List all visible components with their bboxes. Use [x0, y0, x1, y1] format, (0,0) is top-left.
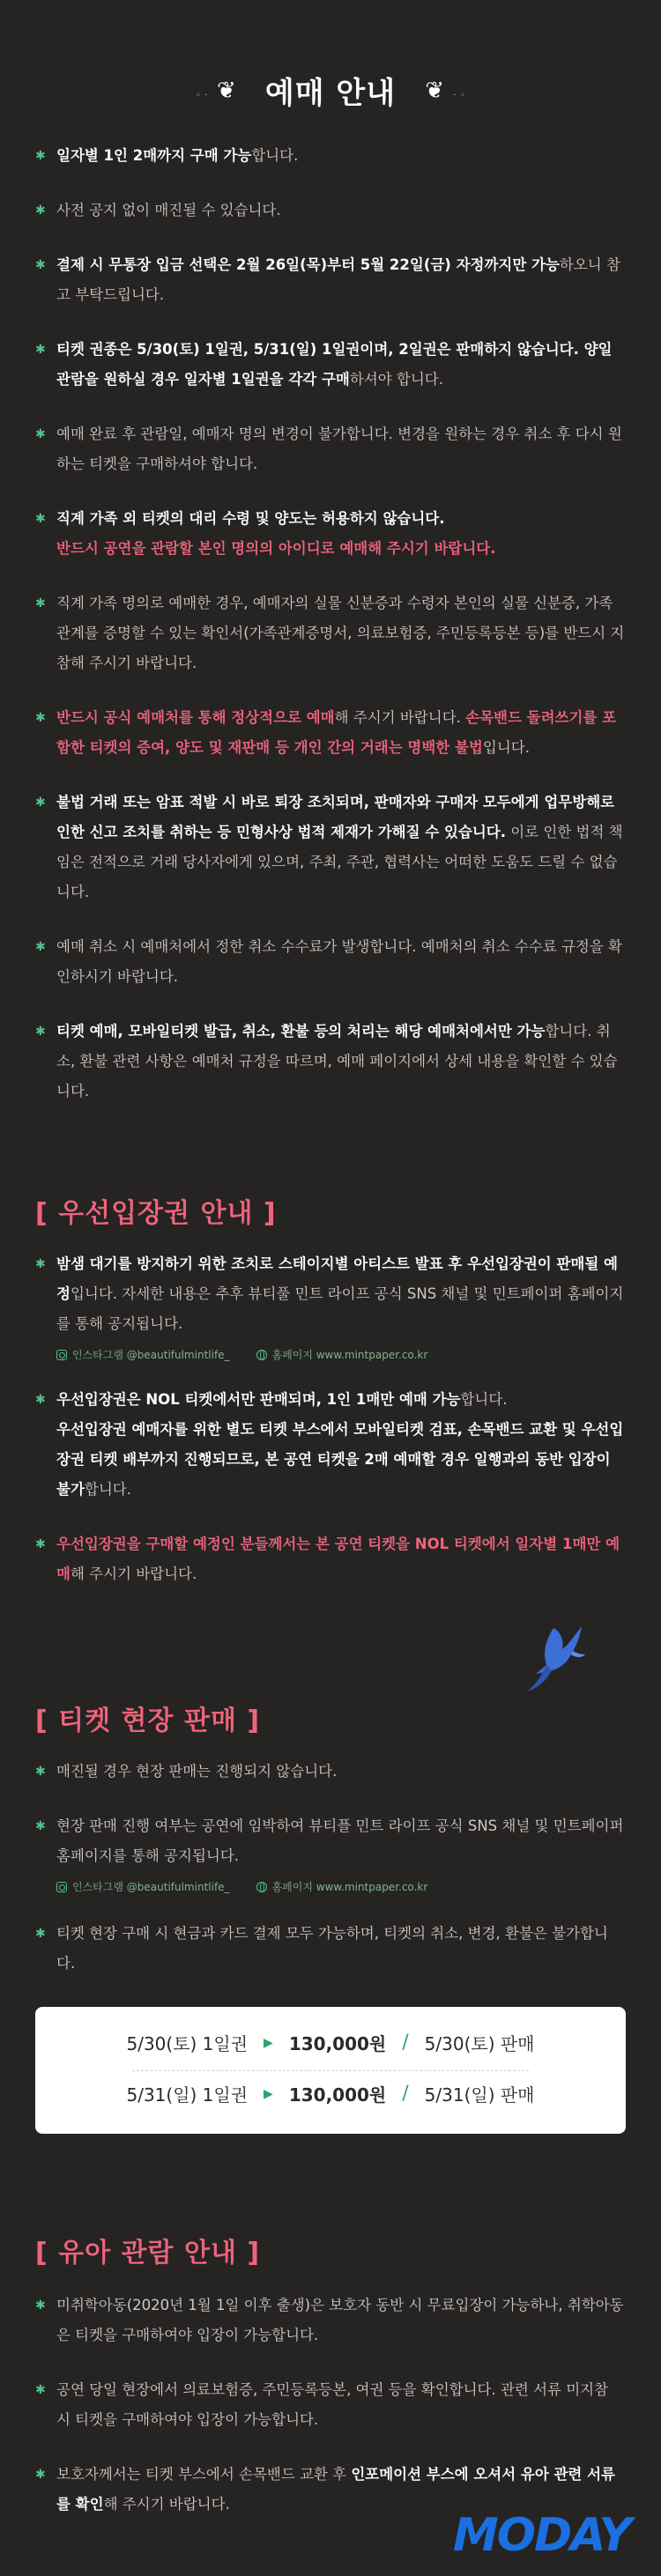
item-text: 보호자께서는 티켓 부스에서 손목밴드 교환 후 — [56, 2466, 352, 2483]
bullet-star-icon: ✱ — [35, 2468, 46, 2482]
globe-icon — [256, 1350, 267, 1360]
list-item — [35, 1757, 626, 1787]
onsite-list — [35, 1757, 626, 1979]
item-text: 직계 가족 외 티켓의 대리 수령 및 양도는 허용하지 않습니다. — [56, 510, 445, 527]
item-text: 밤샘 대기를 방지하기 위한 조치로 스테이지별 아티스트 발표 후 우선입장권이 판매될 예정 — [56, 1255, 618, 1302]
item-text: 직계 가족 명의로 예매한 경우, 예매자의 실물 신분증과 수령자 본인의 실물 신분증, 가족관계를 증명할 수 있는 확인서(가족관계증명서, 의료보험증, 주민등록등본 등)를 반드시 지참해 주시기 바랍니다. — [56, 595, 625, 671]
item-text: 예매 취소 시 예매처에서 정한 취소 수수료가 발생합니다. 예매처의 취소 수수료 규정을 확인하시기 바랍니다. — [56, 938, 622, 985]
homepage-link[interactable] — [256, 1346, 428, 1364]
homepage-link-text: 홈페이지 www.mintpaper.co.kr — [271, 1881, 428, 1893]
bullet-star-icon: ✱ — [35, 940, 46, 954]
moday-logo — [453, 2509, 647, 2562]
list-item — [35, 588, 626, 678]
link-row — [56, 1878, 626, 1896]
item-text: 우선입장권을 구매할 예정인 분들께서는 본 공연 티켓을 NOL 티켓에서 일자별 1매만 예매 — [56, 1536, 620, 1582]
priority-section-title: [ 우선입장권 안내 ] — [35, 1198, 277, 1229]
kids-list — [35, 2291, 626, 2520]
price-divider — [132, 2070, 529, 2071]
item-text: 해 주시기 바랍니다. — [103, 2496, 230, 2513]
sale-date: 5/30(토) 판매 — [424, 2033, 535, 2054]
title-decoration-left: ◦ · ❦ — [196, 77, 236, 104]
item-text: 합니다. — [251, 147, 299, 164]
item-text: 합니다. — [84, 1481, 131, 1498]
ticket-type: 5/31(일) 1일권 — [126, 2084, 249, 2106]
bullet-star-icon: ✱ — [35, 1025, 46, 1039]
item-text: 결제 시 무통장 입금 선택은 2월 26일(목)부터 5월 22일(금) 자정까지만 가능 — [56, 256, 560, 273]
title-decoration-right: ❦ · ◦ — [425, 77, 465, 104]
bullet-star-icon: ✱ — [35, 149, 46, 163]
bullet-star-icon: ✱ — [35, 1393, 46, 1407]
item-text: 예매 완료 후 관람일, 예매자 명의 변경이 불가합니다. 변경을 원하는 경우 취소 후 다시 원하는 티켓을 구매하셔야 합니다. — [56, 426, 622, 472]
item-text: 티켓 현장 구매 시 현금과 카드 결제 모두 가능하며, 티켓의 취소, 변경, 환불은 불가합니다. — [56, 1925, 608, 1972]
item-text: 합니다. 취소, 환불 관련 사항은 예매처 규정을 따르며, 예매 페이지에서 상세 내용을 확인할 수 있습니다. — [56, 1023, 618, 1099]
list-item — [35, 1529, 626, 1589]
bird-illustration — [518, 1619, 589, 1699]
list-item — [35, 932, 626, 992]
list-item — [35, 2375, 626, 2435]
priority-list — [35, 1249, 626, 1589]
item-text: 공연 당일 현장에서 의료보험증, 주민등록등본, 여권 등을 확인합니다. 관련 서류 미지참 시 티켓을 구매하여야 입장이 가능합니다. — [56, 2381, 609, 2428]
ticket-type: 5/30(토) 1일권 — [126, 2033, 249, 2054]
list-item — [35, 196, 626, 226]
list-item — [35, 1249, 626, 1364]
kids-section-title: [ 유아 관람 안내 ] — [35, 2238, 261, 2269]
instagram-icon — [56, 1350, 67, 1360]
main-title — [0, 69, 661, 118]
homepage-link[interactable] — [256, 1878, 428, 1896]
item-text: 매진될 경우 현장 판매는 진행되지 않습니다. — [56, 1763, 338, 1780]
bullet-star-icon: ✱ — [35, 711, 46, 725]
item-text: 티켓 예매, 모바일티켓 발급, 취소, 환불 등의 처리는 해당 예매처에서만 가능 — [56, 1023, 546, 1040]
logo-text: MODAY — [453, 2509, 631, 2562]
list-item — [35, 1919, 626, 1979]
ticket-price: 130,000원 — [288, 2084, 387, 2106]
item-text: 일자별 1인 2매까지 구매 가능 — [56, 147, 252, 164]
price-table — [35, 2007, 626, 2134]
item-text: 입니다. — [482, 739, 530, 756]
item-text: 하오니 참고 부탁드립니다. — [56, 256, 620, 303]
instagram-link-text: 인스타그램 @beautifulmintlife_ — [72, 1881, 230, 1893]
separator-slash: / — [402, 2032, 409, 2054]
list-item — [35, 250, 626, 310]
item-text: 티켓 권종은 5/30(토) 1일권, 5/31(일) 1일권이며, 2일권은 판매하지 않습니다. 양일 관람을 원하실 경우 일자별 1일권을 각각 구매 — [56, 341, 613, 388]
arrow-icon: ▶ — [264, 2035, 273, 2050]
item-text: 미취학아동(2020년 1월 1일 이후 출생)은 보호자 동반 시 무료입장이 가능하나, 취학아동은 티켓을 구매하여야 입장이 가능합니다. — [56, 2297, 624, 2343]
bullet-star-icon: ✱ — [35, 1765, 46, 1779]
item-text: 해 주시기 바랍니다. — [70, 1566, 197, 1582]
item-text: 손목밴드 돌려쓰기를 포함한 티켓의 증여, 양도 및 재판매 등 개인 간의 거래는 명백한 불법 — [56, 709, 617, 756]
list-item — [35, 419, 626, 479]
bullet-star-icon: ✱ — [35, 427, 46, 441]
item-text: 입니다. 자세한 내용은 추후 뷰티풀 민트 라이프 공식 SNS 채널 및 민트페이퍼 홈페이지를 통해 공지됩니다. — [56, 1285, 624, 1332]
sale-date: 5/31(일) 판매 — [424, 2084, 535, 2106]
item-text: 반드시 공식 예매처를 통해 정상적으로 예매 — [56, 709, 335, 726]
list-item — [35, 504, 626, 564]
list-item — [35, 1811, 626, 1896]
price-row — [35, 2030, 626, 2055]
separator-slash: / — [402, 2083, 409, 2105]
item-text: 현장 판매 진행 여부는 공연에 임박하여 뷰티플 민트 라이프 공식 SNS 채널 및 민트페이퍼 홈페이지를 통해 공지됩니다. — [56, 1817, 624, 1864]
bullet-star-icon: ✱ — [35, 1819, 46, 1833]
list-item — [35, 2291, 626, 2350]
bullet-star-icon: ✱ — [35, 2383, 46, 2397]
bullet-star-icon: ✱ — [35, 204, 46, 218]
ticket-price: 130,000원 — [288, 2033, 387, 2054]
list-item — [35, 788, 626, 907]
bullet-star-icon: ✱ — [35, 512, 46, 526]
item-text: 사전 공지 없이 매진될 수 있습니다. — [56, 202, 281, 218]
item-text: 합니다. — [460, 1391, 508, 1408]
item-text: 하셔야 합니다. — [349, 371, 443, 388]
list-item — [35, 1017, 626, 1107]
globe-icon — [256, 1882, 267, 1892]
instagram-link[interactable] — [56, 1878, 230, 1896]
item-text: 인포메이션 부스에 오셔서 유아 관련 서류를 확인 — [56, 2466, 615, 2513]
bullet-star-icon: ✱ — [35, 796, 46, 810]
list-item — [35, 1385, 626, 1505]
bullet-star-icon: ✱ — [35, 1257, 46, 1271]
bullet-star-icon: ✱ — [35, 1537, 46, 1551]
notice-list — [35, 141, 626, 1107]
item-text: 우선입장권 예매자를 위한 별도 티켓 부스에서 모바일티켓 검표, 손목밴드 교환 및 우선입장권 티켓 배부까지 진행되므로, 본 공연 티켓을 2매 예매할 경우 일행과의 동반 입장이 불가 — [56, 1421, 624, 1498]
bullet-star-icon: ✱ — [35, 2298, 46, 2313]
item-text: 이로 인한 법적 책임은 전적으로 거래 당사자에게 있으며, 주최, 주관, 협력사는 어떠한 도움도 드릴 수 없습니다. — [56, 824, 623, 900]
onsite-section-title: [ 티켓 현장 판매 ] — [35, 1706, 261, 1736]
bullet-star-icon: ✱ — [35, 1927, 46, 1941]
price-row — [35, 2081, 626, 2106]
instagram-icon — [56, 1882, 67, 1892]
bullet-star-icon: ✱ — [35, 258, 46, 272]
item-text: 반드시 공연을 관람할 본인 명의의 아이디로 예매해 주시기 바랍니다. — [56, 540, 496, 557]
page-title: 예매 안내 — [264, 76, 397, 111]
item-text: 우선입장권은 NOL 티켓에서만 판매되며, 1인 1매만 예매 가능 — [56, 1391, 461, 1408]
list-item — [35, 141, 626, 171]
list-item — [35, 703, 626, 763]
bullet-star-icon: ✱ — [35, 596, 46, 611]
item-text: 불법 거래 또는 암표 적발 시 바로 퇴장 조치되며, 판매자와 구매자 모두에게 업무방해로 인한 신고 조치를 취하는 등 민형사상 법적 제재가 가해질 수 있습니다. — [56, 794, 615, 840]
bullet-star-icon: ✱ — [35, 343, 46, 357]
link-row — [56, 1346, 626, 1364]
homepage-link-text: 홈페이지 www.mintpaper.co.kr — [271, 1349, 428, 1361]
instagram-link[interactable] — [56, 1346, 230, 1364]
list-item — [35, 335, 626, 395]
instagram-link-text: 인스타그램 @beautifulmintlife_ — [72, 1349, 230, 1361]
item-text: 해 주시기 바랍니다. — [334, 709, 466, 726]
arrow-icon: ▶ — [264, 2086, 273, 2101]
